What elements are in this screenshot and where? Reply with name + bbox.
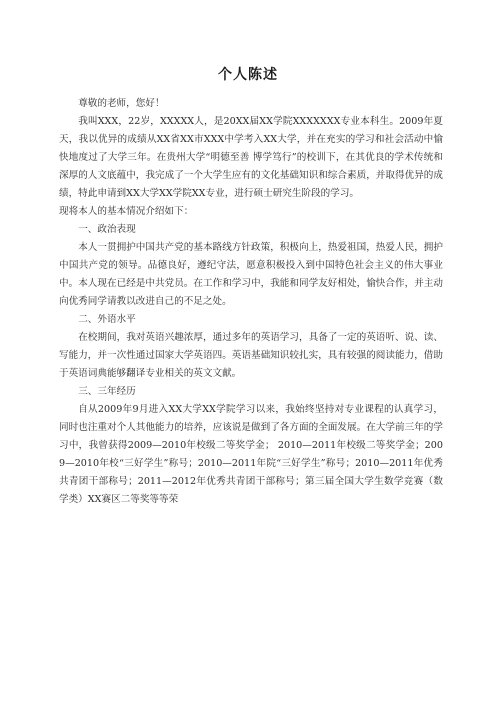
greeting: 尊敬的老师，您好！: [78, 98, 165, 109]
section-heading-language: 二、外语水平: [78, 314, 136, 325]
section-body-experience: 自从2009年9月进入XX大学XX学院学习以来，我始终坚持对专业课程的认真学习，同时也注重对个人其他能力的培养，应该说是做到了各方面的全面发展。在大学前三年的学习中，我曾获得2009—2010年校级二等奖学金； 2010—2011年校级二等奖学金；2009—2010年校“三好学生”称号；2010—2011年院“三好学生”称号；2010—2011年优秀共青团干部称号；2011—2012年优秀共青团干部称号；第三届全国大学生数学竞赛（数学类）XX赛区二等奖等等荣: [59, 404, 443, 505]
section-body-language: 在校期间，我对英语兴趣浓厚，通过多年的英语学习，具备了一定的英语听、说、读、写能力，并一次性通过国家大学英语四。英语基础知识较扎实，具有较强的阅读能力，借助于英语词典能够翻译专业相关的英文文献。: [59, 332, 443, 379]
section-heading-political: 一、政治表现: [78, 224, 136, 235]
section-body-political: 本人一贯拥护中国共产党的基本路线方针政策，积极向上，热爱祖国，热爱人民，拥护中国共产党的领导。品德良好，遵纪守法，愿意积极投入到中国特色社会主义的伟大事业中。本人现在已经是中共党员。在工作和学习中，我能和同学友好相处，愉快合作，并主动向优秀同学请教以改进自己的不足之处。: [59, 242, 443, 307]
section-heading-experience: 三、三年经历: [78, 386, 136, 397]
page-title: 个人陈述: [218, 67, 278, 83]
document-body: [59, 95, 443, 509]
intro-paragraph: 我叫XXX，22岁，XXXXX人，是20XX届XX学院XXXXXXX专业本科生。2009年夏天，我以优异的成绩从XX省XX市XXX中学考入XX大学，并在充实的学习和社会活动中愉快地度过了大学三年。在贵州大学“明德至善 博学笃行”的校训下，在其优良的学术传统和深厚的人文底蕴中，我完成了一个大学生应有的文化基础知识和综合素质，并取得优异的成绩，特此申请到XX大学XX学院XX专业，进行硕士研究生阶段的学习。: [59, 116, 443, 199]
overview-line: 现将本人的基本情况介绍如下：: [59, 206, 194, 217]
